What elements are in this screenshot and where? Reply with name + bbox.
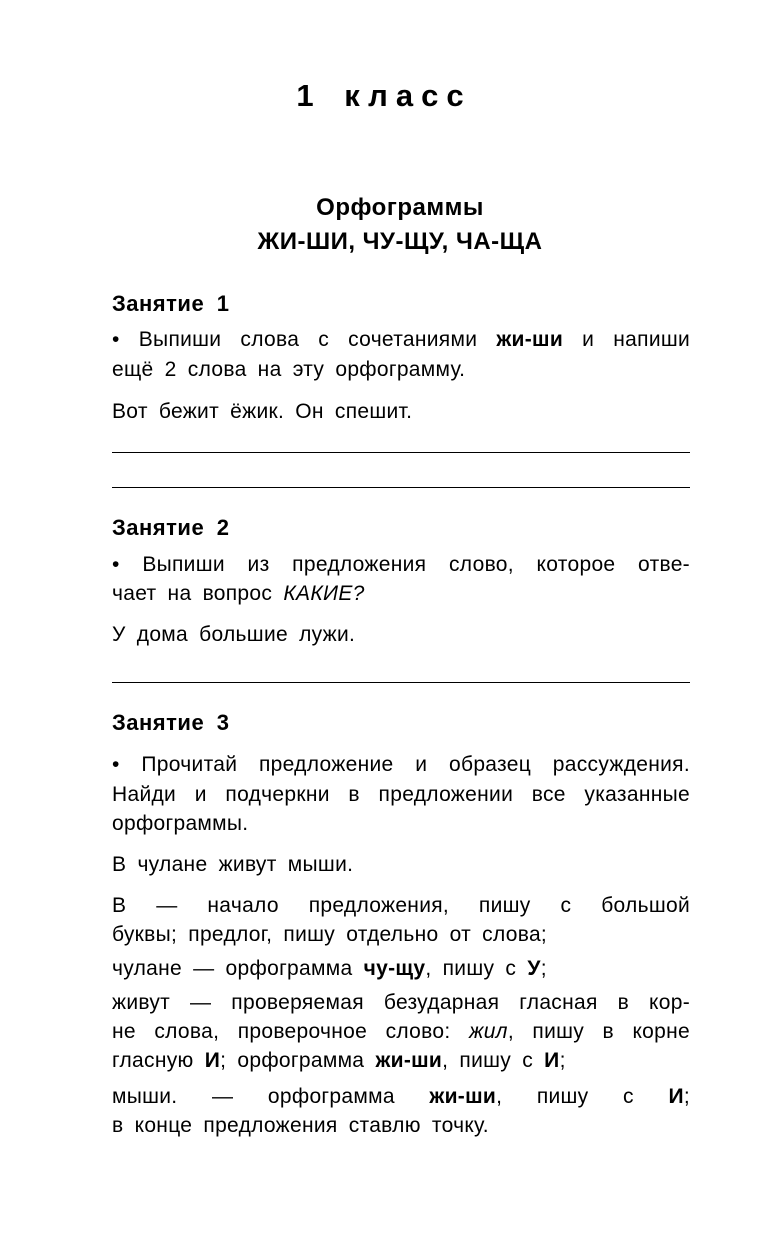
bullet: • (112, 553, 120, 576)
question-italic: КАКИЕ? (283, 582, 365, 605)
section-title-line2: ЖИ-ШИ, ЧУ-ЩУ, ЧА-ЩА (257, 228, 543, 255)
lesson-3-task-line2: Найди и подчеркни в предложении все указанные (112, 783, 690, 806)
section-title-line1: Орфограммы (316, 194, 484, 221)
bullet: • (112, 328, 120, 351)
lesson-3-task-line3: орфограммы. (112, 812, 249, 835)
reasoning-1-line2: буквы; предлог, пишу отдельно от слова; (112, 923, 548, 946)
lesson-3-sentence: В чулане живут мыши. (112, 853, 354, 876)
lesson-3-task-line1: • Прочитай предложение и образец рассуждения. (112, 753, 690, 776)
answer-line[interactable] (112, 487, 690, 488)
lesson-1-task-line1: • Выпиши слова с сочетаниями жи-ши и напиши (112, 328, 691, 351)
reasoning-2: чулане — орфограмма чу-щу, пишу с У; (112, 957, 547, 980)
reasoning-4-line1: мыши. — орфограмма жи-ши, пишу с И; (112, 1085, 690, 1108)
reasoning-3-line1: живут — проверяемая безударная гласная в кор- (112, 991, 690, 1014)
lesson-2-task-line2: чает на вопрос КАКИЕ? (112, 582, 365, 605)
orthogram-bold: жи-ши (496, 328, 564, 351)
check-word-italic: жил (468, 1020, 508, 1043)
lesson-1-title: Занятие 1 (112, 291, 230, 316)
bullet: • (112, 753, 120, 776)
answer-line[interactable] (112, 452, 690, 453)
reasoning-1-line1: В — начало предложения, пишу с большой (112, 894, 690, 917)
reasoning-4-line2: в конце предложения ставлю точку. (112, 1114, 489, 1137)
reasoning-3-line2: не слова, проверочное слово: жил, пишу в корне (112, 1020, 691, 1043)
grade-heading: 1 класс (296, 78, 472, 113)
lesson-1-task-line2: ещё 2 слова на эту орфограмму. (112, 358, 466, 381)
lesson-3-title: Занятие 3 (112, 710, 230, 735)
lesson-2-title: Занятие 2 (112, 515, 230, 540)
lesson-2-task-line1: • Выпиши из предложения слово, которое отве- (112, 553, 690, 576)
lesson-2-sentence: У дома большие лужи. (112, 623, 356, 646)
answer-line[interactable] (112, 682, 690, 683)
reasoning-3-line3: гласную И; орфограмма жи-ши, пишу с И; (112, 1049, 566, 1072)
lesson-1-sentence: Вот бежит ёжик. Он спешит. (112, 400, 413, 423)
